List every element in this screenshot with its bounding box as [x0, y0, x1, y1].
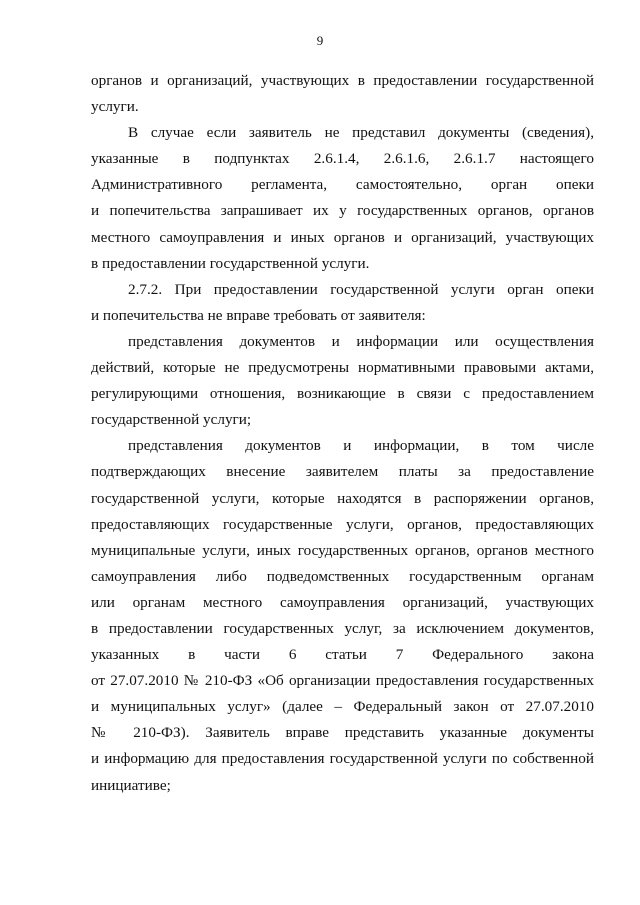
- text-line: представления документов и информации или осуществления: [128, 332, 594, 350]
- text-line: государственной услуги, которые находятся в распоряжении органов,: [91, 489, 594, 507]
- text-line: местного самоуправления и иных органов и организаций, участвующих: [91, 228, 594, 246]
- paragraph: [91, 68, 594, 120]
- text-line: представления документов и информации, в том числе: [128, 437, 594, 455]
- text-line: № 210-ФЗ). Заявитель вправе представить указанные документы: [91, 724, 594, 742]
- text-line: государственной услуги;: [91, 411, 252, 429]
- text-line: действий, которые не предусмотрены нормативными правовыми актами,: [91, 359, 594, 377]
- text-line: и информацию для предоставления государственной услуги по собственной: [91, 750, 594, 768]
- paragraph: [91, 277, 594, 329]
- text-line: инициативе;: [91, 776, 171, 794]
- paragraph: [91, 329, 594, 433]
- text-line: услуги.: [91, 98, 139, 116]
- text-line: и попечительства не вправе требовать от заявителя:: [91, 306, 426, 324]
- text-line: в предоставлении государственной услуги.: [91, 254, 370, 272]
- text-line: в предоставлении государственных услуг, за исключением документов,: [91, 619, 594, 637]
- text-line: указанные в подпунктах 2.6.1.4, 2.6.1.6, 2.6.1.7 настоящего: [91, 150, 594, 168]
- text-line: предоставляющих государственные услуги, органов, предоставляющих: [91, 515, 594, 533]
- text-line: от 27.07.2010 № 210-ФЗ «Об организации предоставления государственных: [91, 672, 594, 690]
- text-line: органов и организаций, участвующих в предоставлении государственной: [91, 72, 594, 89]
- text-line: 2.7.2. При предоставлении государственной услуги орган опеки: [128, 280, 594, 298]
- paragraph: [91, 433, 594, 798]
- paragraph: [91, 120, 594, 277]
- document-body: [91, 68, 594, 799]
- text-line: и попечительства запрашивает их у государственных органов, органов: [91, 202, 594, 220]
- text-line: регулирующими отношения, возникающие в связи с предоставлением: [91, 385, 594, 403]
- text-line: или органам местного самоуправления организаций, участвующих: [91, 593, 594, 611]
- text-line: Административного регламента, самостоятельно, орган опеки: [91, 176, 594, 194]
- text-line: подтверждающих внесение заявителем платы за предоставление: [91, 463, 594, 481]
- page-number: 9: [316, 33, 324, 48]
- text-line: В случае если заявитель не представил документы (сведения),: [128, 124, 594, 142]
- text-line: указанных в части 6 статьи 7 Федерального закона: [91, 646, 594, 664]
- text-line: муниципальные услуги, иных государственных органов, органов местного: [91, 541, 594, 559]
- text-line: самоуправления либо подведомственных государственным органам: [91, 567, 594, 585]
- text-line: и муниципальных услуг» (далее – Федеральный закон от 27.07.2010: [91, 698, 594, 716]
